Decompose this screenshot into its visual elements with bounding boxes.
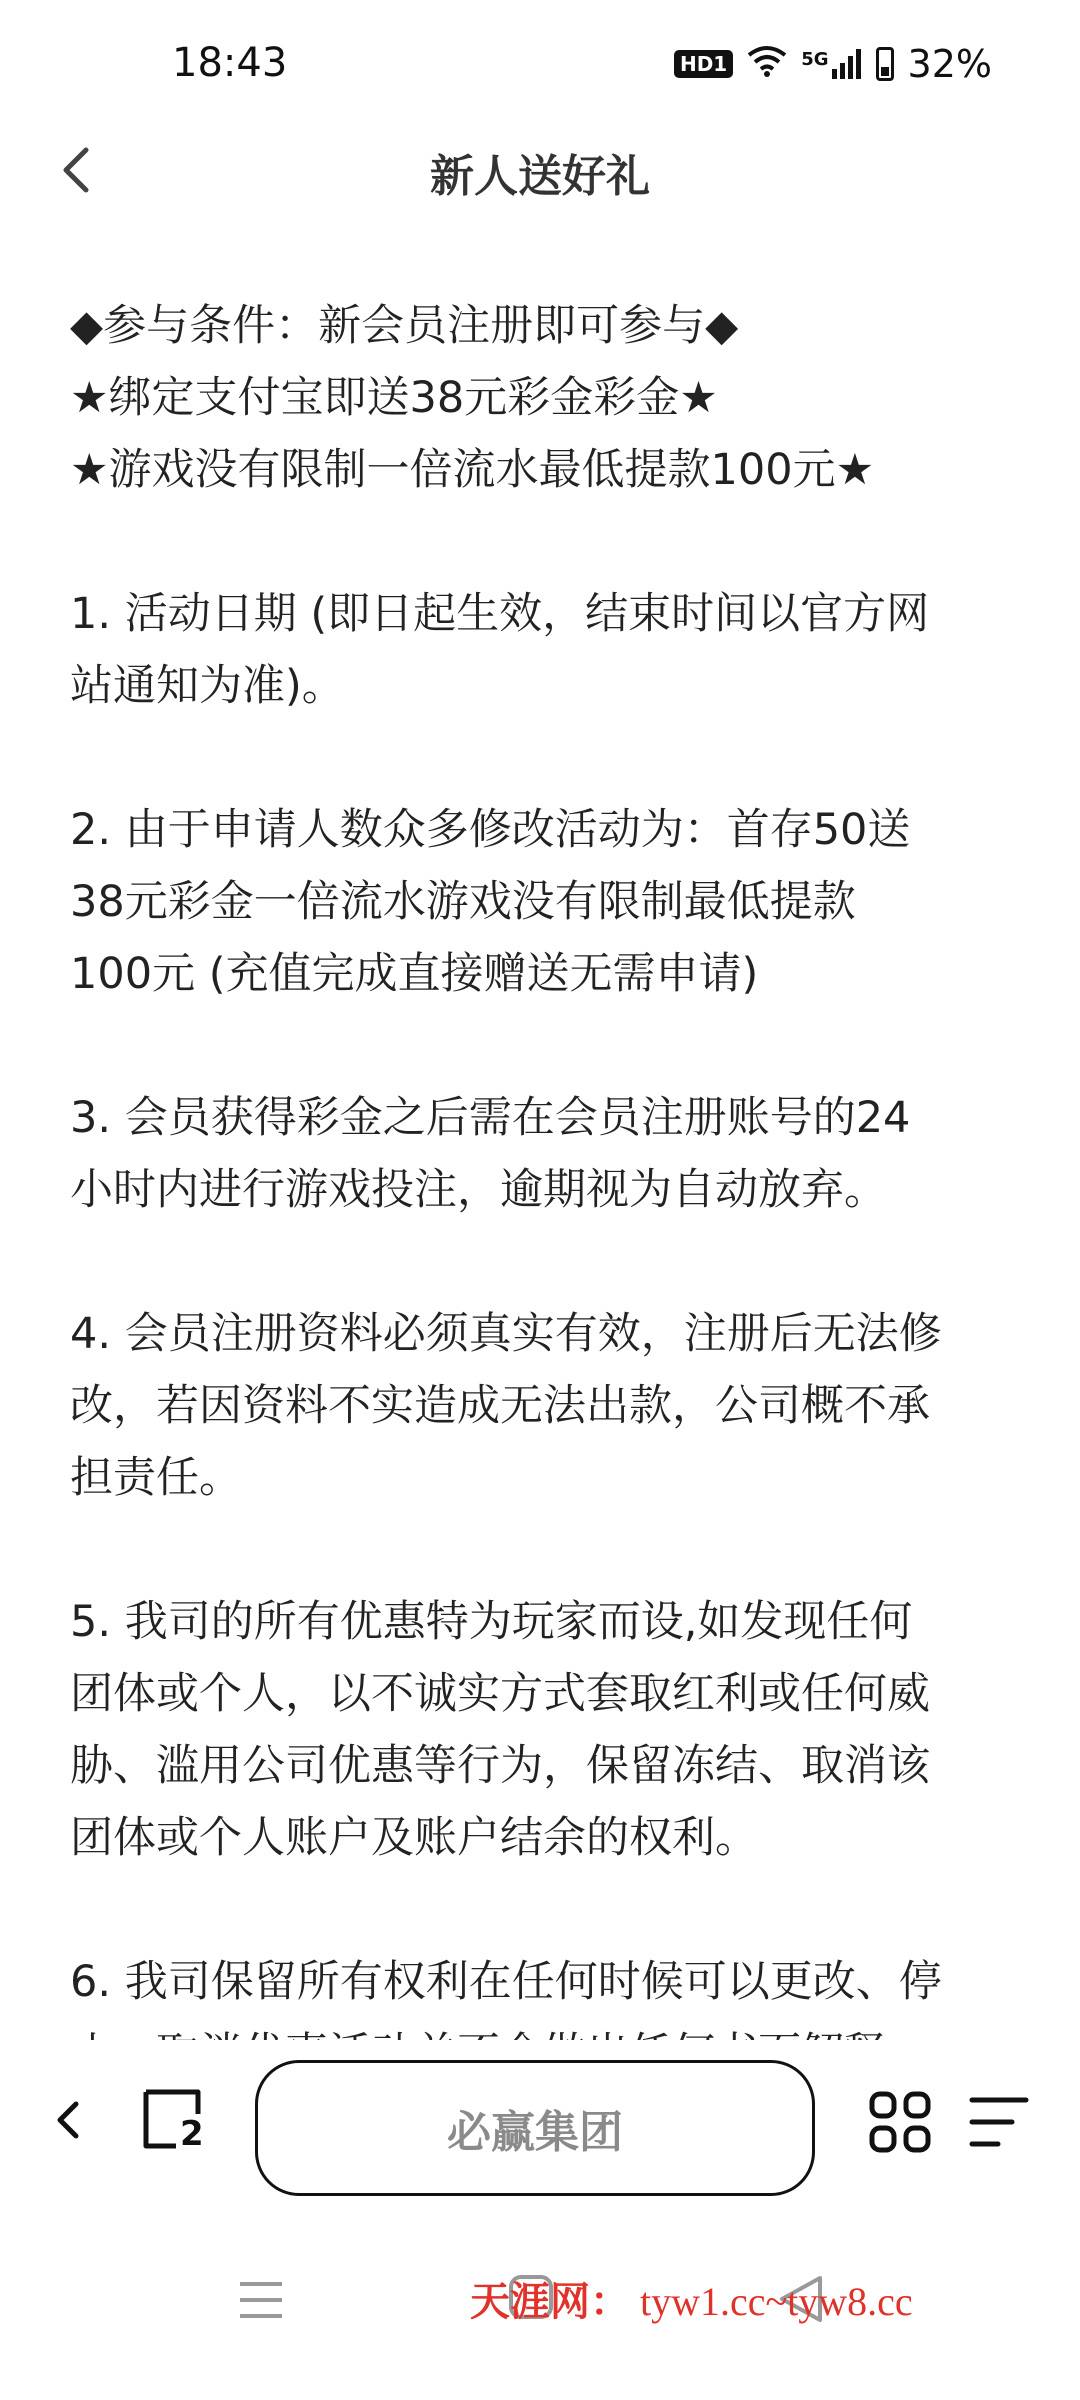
address-bar[interactable]: 必赢集团 [255,2060,815,2196]
battery-icon [876,47,894,81]
menu-icon[interactable] [968,2094,1030,2150]
network-type: 5G [801,49,829,70]
signal-icon [801,49,861,79]
rule-item [70,794,1020,1010]
rule-item [70,578,1020,722]
intro-line: ★绑定支付宝即送38元彩金彩金★ [70,373,718,423]
wifi-icon [747,42,787,86]
header [0,120,1080,220]
rule-item [70,1586,1020,1874]
battery-percent: 32% [907,42,992,86]
recent-apps-icon[interactable] [238,2280,284,2320]
watermark [470,2270,913,2327]
rule-line: 胁、滥用公司优惠等行为，保留冻结、取消该 [70,1741,930,1791]
rule-line: 2. 由于申请人数众多修改活动为：首存50送 [70,805,911,855]
intro-line: ★游戏没有限制一倍流水最低提款100元★ [70,445,875,495]
intro-block [70,290,1020,506]
rule-line: 38元彩金一倍流水游戏没有限制最低提款 [70,877,856,927]
tab-count: 2 [180,2114,204,2154]
rule-line: 站通知为准)。 [70,661,345,711]
hd-icon: HD1 [674,50,733,78]
status-bar [0,0,1080,130]
article-content [70,290,1020,2050]
page-title: 新人送好礼 [430,151,650,202]
watermark-url: tyw1.cc~tyw8.cc [640,2279,913,2324]
intro-line: ◆参与条件：新会员注册即可参与◆ [70,301,739,351]
rule-line: 4. 会员注册资料必须真实有效，注册后无法修 [70,1309,942,1359]
rule-line: 团体或个人，以不诚实方式套取红利或任何威 [70,1669,930,1719]
watermark-cn: 天涯网： [470,2279,630,2324]
rule-line: 100元 (充值完成直接赠送无需申请) [70,949,759,999]
chevron-left-icon[interactable] [40,2090,100,2150]
status-icons [674,42,992,86]
rule-line: 1. 活动日期 (即日起生效，结束时间以官方网 [70,589,930,639]
rule-line: 小时内进行游戏投注，逾期视为自动放弃。 [70,1165,887,1215]
rule-item [70,1298,1020,1514]
tabs-icon[interactable] [142,2084,206,2154]
rule-line: 改，若因资料不实造成无法出款，公司概不承 [70,1381,930,1431]
rule-line: 6. 我司保留所有权利在任何时候可以更改、停 [70,1957,942,2007]
rule-item [70,1082,1020,1226]
rule-line: 团体或个人账户及账户结余的权利。 [70,1813,758,1863]
rule-line: 担责任。 [70,1453,242,1503]
rule-line: 5. 我司的所有优惠特为玩家而设,如发现任何 [70,1597,913,1647]
browser-toolbar [0,2040,1080,2220]
status-time: 18:43 [172,40,288,86]
rule-line: 3. 会员获得彩金之后需在会员注册账号的24 [70,1093,911,1143]
apps-grid-icon[interactable] [868,2090,932,2154]
